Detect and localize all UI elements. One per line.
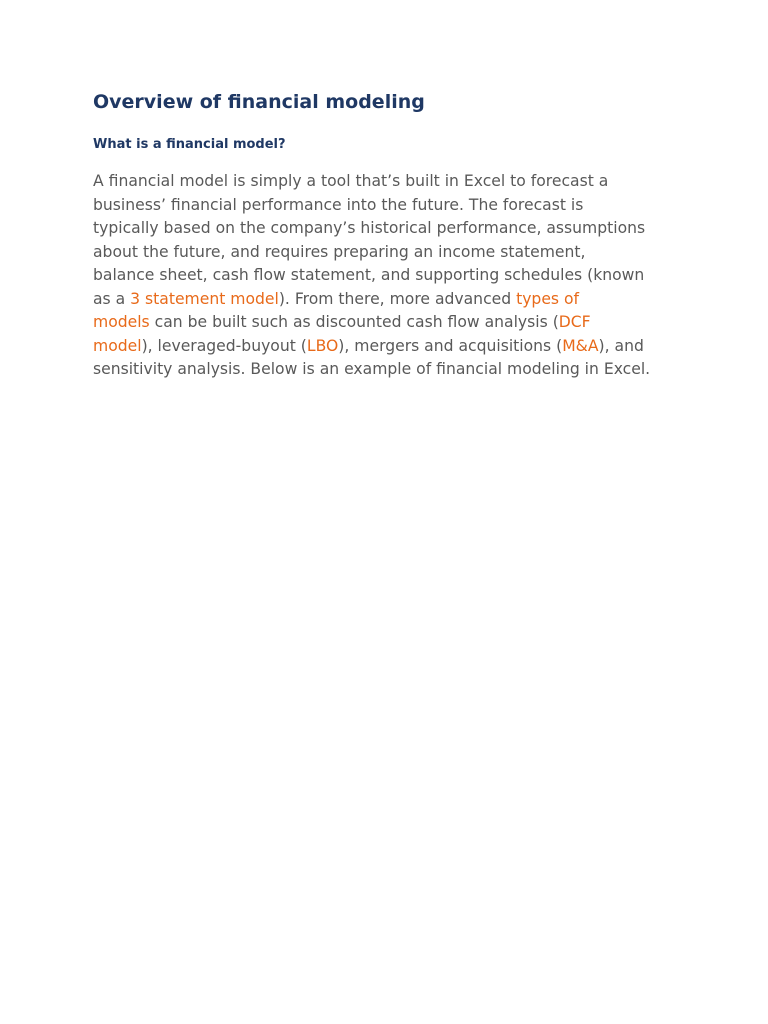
text-segment: ). From there, more advanced <box>278 289 517 308</box>
link-types-of-models-cont[interactable]: models <box>93 313 150 331</box>
paragraph-line-3: typically based on the company’s historical performance, assumptions <box>93 219 646 237</box>
page-title: Overview of financial modeling <box>93 91 425 113</box>
paragraph-line-6 <box>93 288 693 312</box>
text-segment: ), mergers and acquisitions ( <box>338 336 563 355</box>
section-subtitle: What is a financial model? <box>93 137 286 152</box>
paragraph-line-8 <box>93 335 693 359</box>
paragraph-line-7 <box>93 311 693 335</box>
paragraph-line-2: business’ financial performance into the future. The forecast is <box>93 195 584 214</box>
text-segment: ), and <box>598 336 644 355</box>
paragraph-line-5: balance sheet, cash flow statement, and supporting schedules (known <box>93 266 645 284</box>
paragraph-line-1: A financial model is simply a tool that’s built in Excel to forecast a <box>93 172 609 190</box>
text-segment: can be built such as discounted cash flow analysis ( <box>149 313 559 331</box>
body-paragraph <box>93 170 693 382</box>
paragraph-line-9: sensitivity analysis. Below is an example of financial modeling in Excel. <box>93 360 651 378</box>
text-segment: as a <box>93 289 131 308</box>
link-types-of-models[interactable]: types of <box>516 289 580 308</box>
link-dcf-model-cont[interactable]: model <box>93 336 142 355</box>
link-m-and-a[interactable]: M&A <box>562 336 599 355</box>
paragraph-line-4: about the future, and requires preparing an income statement, <box>93 242 586 261</box>
link-lbo[interactable]: LBO <box>306 336 339 355</box>
link-dcf-model[interactable]: DCF <box>558 313 591 331</box>
text-segment: ), leveraged-buyout ( <box>141 336 307 355</box>
link-3-statement-model[interactable]: 3 statement model <box>130 289 279 308</box>
